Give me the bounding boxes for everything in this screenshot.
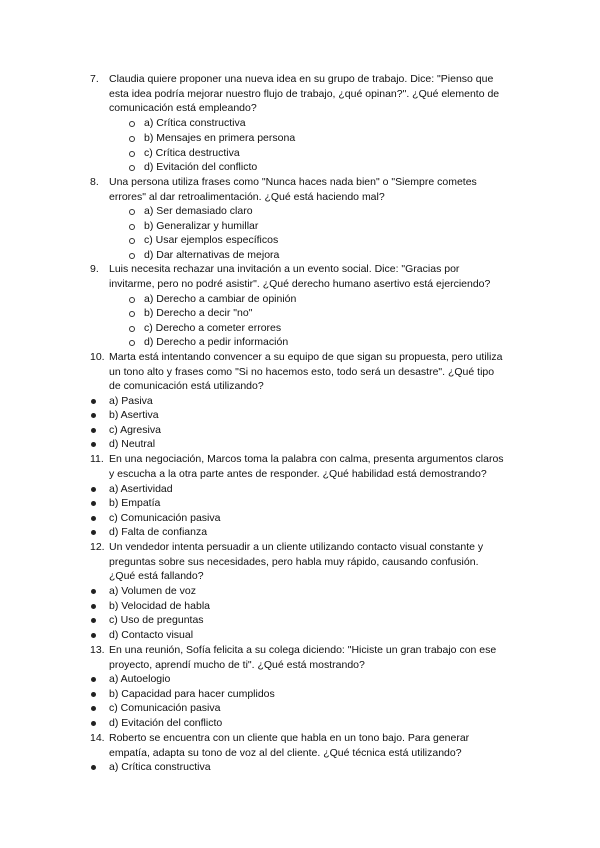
filled-bullet-icon [91,487,96,492]
option-item: d) Dar alternativas de mejora [129,248,279,263]
question-text: Luis necesita rechazar una invitación a un evento social. Dice: "Gracias por invitarme, pero no podré asistir". ¿Qué derecho humano asertivo está ejerciendo? [109,263,491,290]
question-text: En una reunión, Sofía felicita a su colega diciendo: "Hiciste un gran trabajo con ese proyecto, aprendí mucho de ti". ¿Qué está mostrando? [109,644,497,671]
question-text: Roberto se encuentra con un cliente que habla en un tono bajo. Para generar empatía, adapta su tono de voz al del cliente. ¿Qué técnica está utilizando? [109,732,470,759]
option-item: a) Derecho a cambiar de opinión [129,292,296,307]
option-item: a) Ser demasiado claro [129,204,253,219]
hollow-bullet-icon [129,311,135,317]
filled-bullet-icon [91,442,96,447]
option-item: c) Derecho a cometer errores [129,321,281,336]
hollow-bullet-icon [129,121,135,127]
question-10 [90,350,530,394]
option-item: d) Contacto visual [90,628,193,643]
hollow-bullet-icon [129,340,135,346]
option-item: b) Empatía [90,496,160,511]
question-11 [90,452,530,481]
option-item: c) Uso de preguntas [90,613,204,628]
question-number: 9. [90,263,99,275]
question-14 [90,731,530,760]
question-text: En una negociación, Marcos toma la palabra con calma, presenta argumentos claros y escucha a la otra parte antes de responder. ¿Qué habilidad está demostrando? [109,453,504,480]
option-item: b) Derecho a decir "no" [129,306,252,321]
question-text: Una persona utiliza frases como "Nunca haces nada bien" o "Siempre cometes errores" al dar retroalimentación. ¿Qué está haciendo mal? [109,176,477,203]
option-item: a) Crítica constructiva [90,760,211,775]
question-number: 10. [90,351,105,363]
filled-bullet-icon [91,618,96,623]
filled-bullet-icon [91,413,96,418]
option-item: c) Agresiva [90,423,161,438]
option-item: d) Neutral [90,437,155,452]
hollow-bullet-icon [129,151,135,157]
question-text: Claudia quiere proponer una nueva idea en su grupo de trabajo. Dice: "Pienso que esta idea podría mejorar nuestro flujo de trabajo, ¿qué opinan?". ¿Qué elemento de comunicación está empleando? [109,73,500,115]
option-item: d) Evitación del conflicto [129,160,257,175]
filled-bullet-icon [91,516,96,521]
question-number: 14. [90,732,105,744]
question-number: 11. [90,453,104,465]
option-item: a) Autoelogio [90,672,170,687]
question-9 [90,262,530,291]
option-item: b) Velocidad de habla [90,599,210,614]
option-item: c) Usar ejemplos específicos [129,233,278,248]
option-item: c) Comunicación pasiva [90,511,220,526]
hollow-bullet-icon [129,238,135,244]
option-item: a) Pasiva [90,394,153,409]
filled-bullet-icon [91,530,96,535]
option-item: d) Evitación del conflicto [90,716,222,731]
hollow-bullet-icon [129,253,135,259]
filled-bullet-icon [91,428,96,433]
filled-bullet-icon [91,706,96,711]
hollow-bullet-icon [129,326,135,332]
question-number: 12. [90,541,105,553]
filled-bullet-icon [91,399,96,404]
option-item: a) Volumen de voz [90,584,196,599]
question-number: 7. [90,73,99,85]
option-item: b) Capacidad para hacer cumplidos [90,687,275,702]
question-8 [90,175,530,204]
hollow-bullet-icon [129,297,135,303]
question-text: Un vendedor intenta persuadir a un cliente utilizando contacto visual constante y preguntas sobre sus necesidades, pero habla muy rápido, causando confusión. ¿Qué está fallando? [109,541,484,583]
option-item: c) Crítica destructiva [129,146,240,161]
question-number: 8. [90,176,99,188]
hollow-bullet-icon [129,165,135,171]
filled-bullet-icon [91,677,96,682]
filled-bullet-icon [91,692,96,697]
filled-bullet-icon [91,721,96,726]
hollow-bullet-icon [129,136,135,142]
question-7 [90,72,530,116]
question-text: Marta está intentando convencer a su equipo de que sigan su propuesta, pero utiliza un tono alto y frases como "Si no hacemos esto, todo será un desastre". ¿Qué tipo de comunicación está utilizando? [109,351,503,393]
option-item: a) Crítica constructiva [129,116,246,131]
option-item: b) Generalizar y humillar [129,219,258,234]
option-item: d) Falta de confianza [90,525,207,540]
option-item: a) Asertividad [90,482,173,497]
filled-bullet-icon [91,501,96,506]
option-item: b) Asertiva [90,408,159,423]
option-item: b) Mensajes en primera persona [129,131,295,146]
filled-bullet-icon [91,633,96,638]
question-number: 13. [90,644,105,656]
filled-bullet-icon [91,589,96,594]
hollow-bullet-icon [129,224,135,230]
filled-bullet-icon [91,604,96,609]
hollow-bullet-icon [129,209,135,215]
question-12 [90,540,530,584]
question-13 [90,643,530,672]
filled-bullet-icon [91,765,96,770]
option-item: c) Comunicación pasiva [90,701,220,716]
option-item: d) Derecho a pedir información [129,335,288,350]
